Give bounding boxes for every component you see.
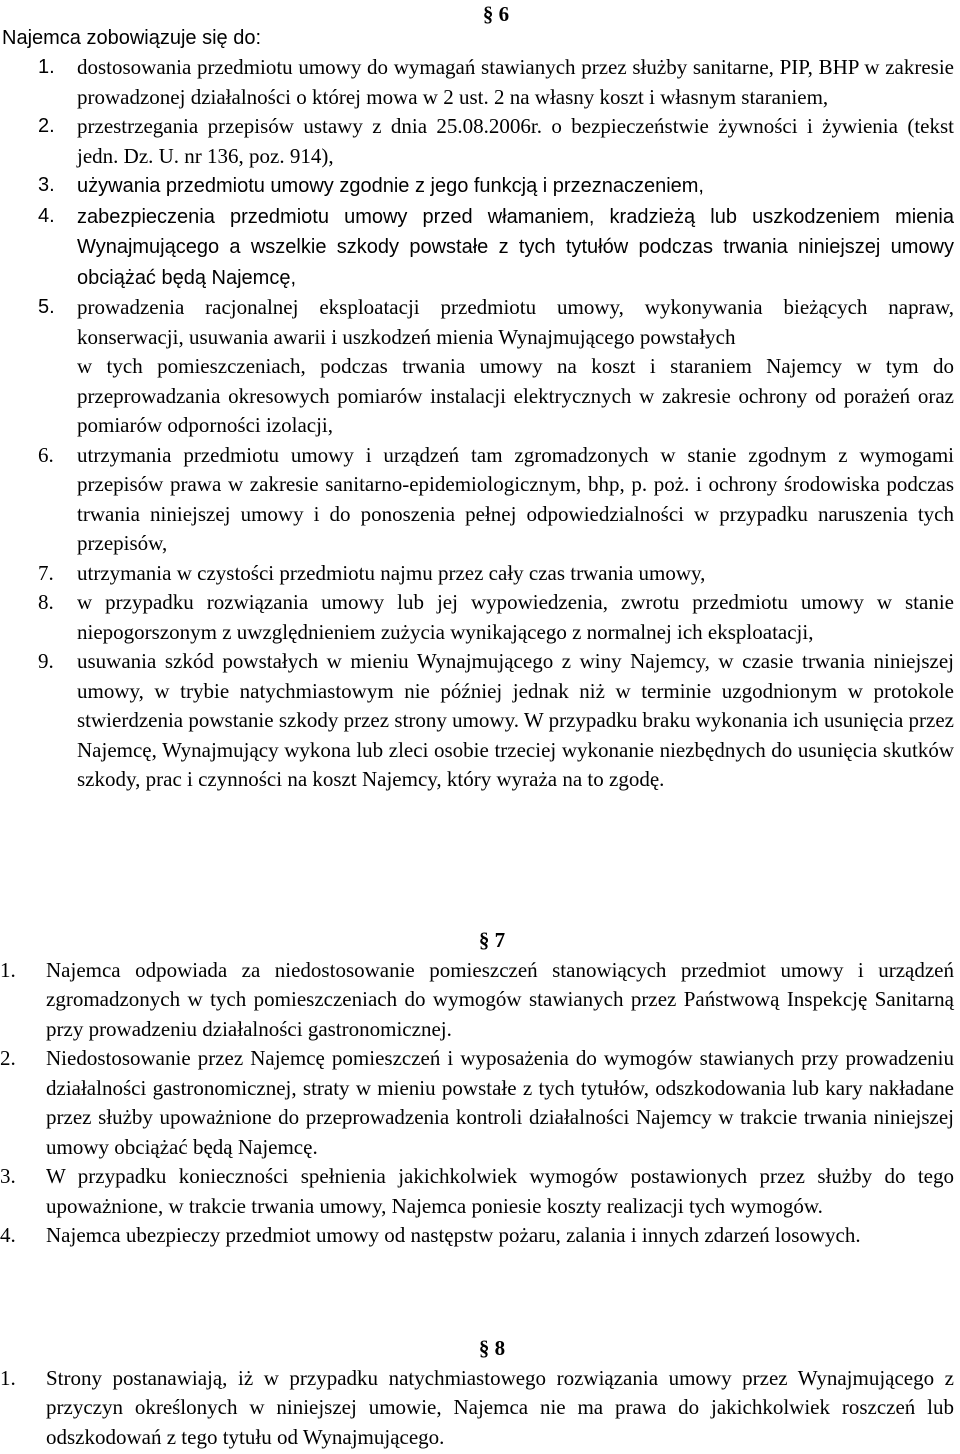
item-text: zabezpieczenia przedmiotu umowy przed włamaniem, kradzieżą lub uszkodzeniem mienia Wynajmującego a wszelkie szkody powstałe z tych tytułów podczas trwania niniejszej umowy obciążać będą Najemcę, xyxy=(77,205,954,289)
item-text: przestrzegania przepisów ustawy z dnia 25.08.2006r. o bezpieczeństwie żywności i żywienia (tekst jedn. Dz. U. nr 136, poz. 914), xyxy=(77,114,954,168)
section-mark: § xyxy=(482,2,494,26)
section-mark: § xyxy=(478,1336,490,1360)
list-item xyxy=(0,588,954,647)
list-item xyxy=(0,171,954,202)
list-item xyxy=(0,53,954,112)
item-number: 2. xyxy=(38,115,55,137)
section-7 xyxy=(0,926,960,1251)
section-number: 7 xyxy=(494,928,506,952)
item-number: 4. xyxy=(0,1223,16,1247)
item-number: 8. xyxy=(38,590,54,614)
section-8 xyxy=(0,1334,960,1452)
list-item xyxy=(0,647,954,795)
list-item xyxy=(0,1364,954,1453)
section-number: 8 xyxy=(494,1336,506,1360)
item-text: używania przedmiotu umowy zgodnie z jego funkcją i przeznaczeniem, xyxy=(77,175,704,197)
section-intro: Najemca zobowiązuje się do: xyxy=(2,26,262,49)
item-text: utrzymania w czystości przedmiotu najmu przez cały czas trwania umowy, xyxy=(77,560,706,585)
section-number: 6 xyxy=(498,2,510,26)
item-number: 9. xyxy=(38,649,54,673)
list-item xyxy=(0,1221,954,1251)
section-mark: § xyxy=(478,928,490,952)
item-number: 2. xyxy=(0,1046,16,1070)
section-heading xyxy=(0,1334,960,1364)
list-item xyxy=(0,956,954,1045)
list-item xyxy=(0,559,954,589)
list-item xyxy=(0,441,954,559)
section-heading xyxy=(0,926,960,956)
obligations-list xyxy=(0,53,960,795)
item-number: 3. xyxy=(38,174,55,196)
list-item xyxy=(0,112,954,171)
list-item xyxy=(0,293,954,441)
item-number: 6. xyxy=(38,442,54,467)
list-item xyxy=(0,202,954,294)
item-text: Niedostosowanie przez Najemcę pomieszczeń i wyposażenia do wymogów stawianych przy prowadzeniu działalności gastronomicznej, straty w mieniu powstałe z tych tytułów, odszkodowania lub kary nakładane przez służby upoważnione do przeprowadzenia kontroli działalności Najemcy w trakcie trwania niniejszej umowy obciążać będą Najemcę. xyxy=(46,1046,954,1159)
item-text: Najemca ubezpieczy przedmiot umowy od następstw pożaru, zalania i innych zdarzeń losowych. xyxy=(46,1223,861,1247)
item-number: 1. xyxy=(38,56,55,78)
item-text-continued: w tych pomieszczeniach, podczas trwania umowy na koszt i staraniem Najemcy w tym do przeprowadzania okresowych pomiarów instalacji elektrycznych w zakresie ochrony od porażeń oraz pomiarów odporności izolacji, xyxy=(77,354,954,437)
item-text: usuwania szkód powstałych w mieniu Wynajmującego z winy Najemcy, w czasie trwania niniejszej umowy, w trybie natychmiastowym nie później jednak niż w terminie uzgodnionym w protokole stwierdzenia powstanie szkody przez strony umowy. W przypadku braku wykonania ich usunięcia przez Najemcę, Wynajmujący wykona lub zleci osobie trzeciej wykonanie niezbędnych do usunięcia skutków szkody, prac i czynności na koszt Najemcy, który wyraża na to zgodę. xyxy=(77,649,954,791)
item-text: dostosowania przedmiotu umowy do wymagań stawianych przez służby sanitarne, PIP, BHP w zakresie prowadzonej działalności o której mowa w 2 ust. 2 na własny koszt i własnym staraniem, xyxy=(77,55,954,109)
item-number: 3. xyxy=(0,1164,16,1188)
item-number: 5. xyxy=(38,296,55,318)
termination-list xyxy=(0,1364,960,1453)
item-text: prowadzenia racjonalnej eksploatacji przedmiotu umowy, wykonywania bieżących napraw, konserwacji, usuwania awarii i uszkodzeń mienia Wynajmującego powstałych xyxy=(77,295,954,349)
item-text: Najemca odpowiada za niedostosowanie pomieszczeń stanowiących przedmiot umowy i urządzeń zgromadzonych w tych pomieszczeniach do wymogów stawianych przez Państwową Inspekcję Sanitarną przy prowadzeniu działalności gastronomicznej. xyxy=(46,957,954,1041)
item-number: 1. xyxy=(0,957,16,982)
list-item xyxy=(0,1044,954,1162)
item-text: W przypadku konieczności spełnienia jakichkolwiek wymogów postawionych przez służby do tego upoważnione, w trakcie trwania umowy, Najemca poniesie koszty realizacji tych wymogów. xyxy=(46,1164,954,1218)
list-item xyxy=(0,1162,954,1221)
item-number: 7. xyxy=(38,560,54,585)
item-text: Strony postanawiają, iż w przypadku natychmiastowego rozwiązania umowy przez Wynajmującego z przyczyn określonych w niniejszej umowie, Najemca nie ma prawa do jakichkolwiek roszczeń lub odszkodowań z tego tytułu od Wynajmującego. xyxy=(46,1365,954,1449)
liability-list xyxy=(0,956,960,1251)
item-number: 1. xyxy=(0,1365,16,1390)
item-text: w przypadku rozwiązania umowy lub jej wypowiedzenia, zwrotu przedmiotu umowy w stanie niepogorszonym z uwzględnieniem zużycia wynikającego z normalnej ich eksploatacji, xyxy=(77,590,954,644)
item-number: 4. xyxy=(38,204,55,227)
item-text: utrzymania przedmiotu umowy i urządzeń tam zgromadzonych w stanie zgodnym z wymogami przepisów prawa w zakresie sanitarno-epidemiologicznym, bhp, p. poż. i ochrony środowiska podczas trwania niniejszej umowy i do ponoszenia pełnej odpowiedzialności w przypadku naruszenia tych przepisów, xyxy=(77,442,954,555)
